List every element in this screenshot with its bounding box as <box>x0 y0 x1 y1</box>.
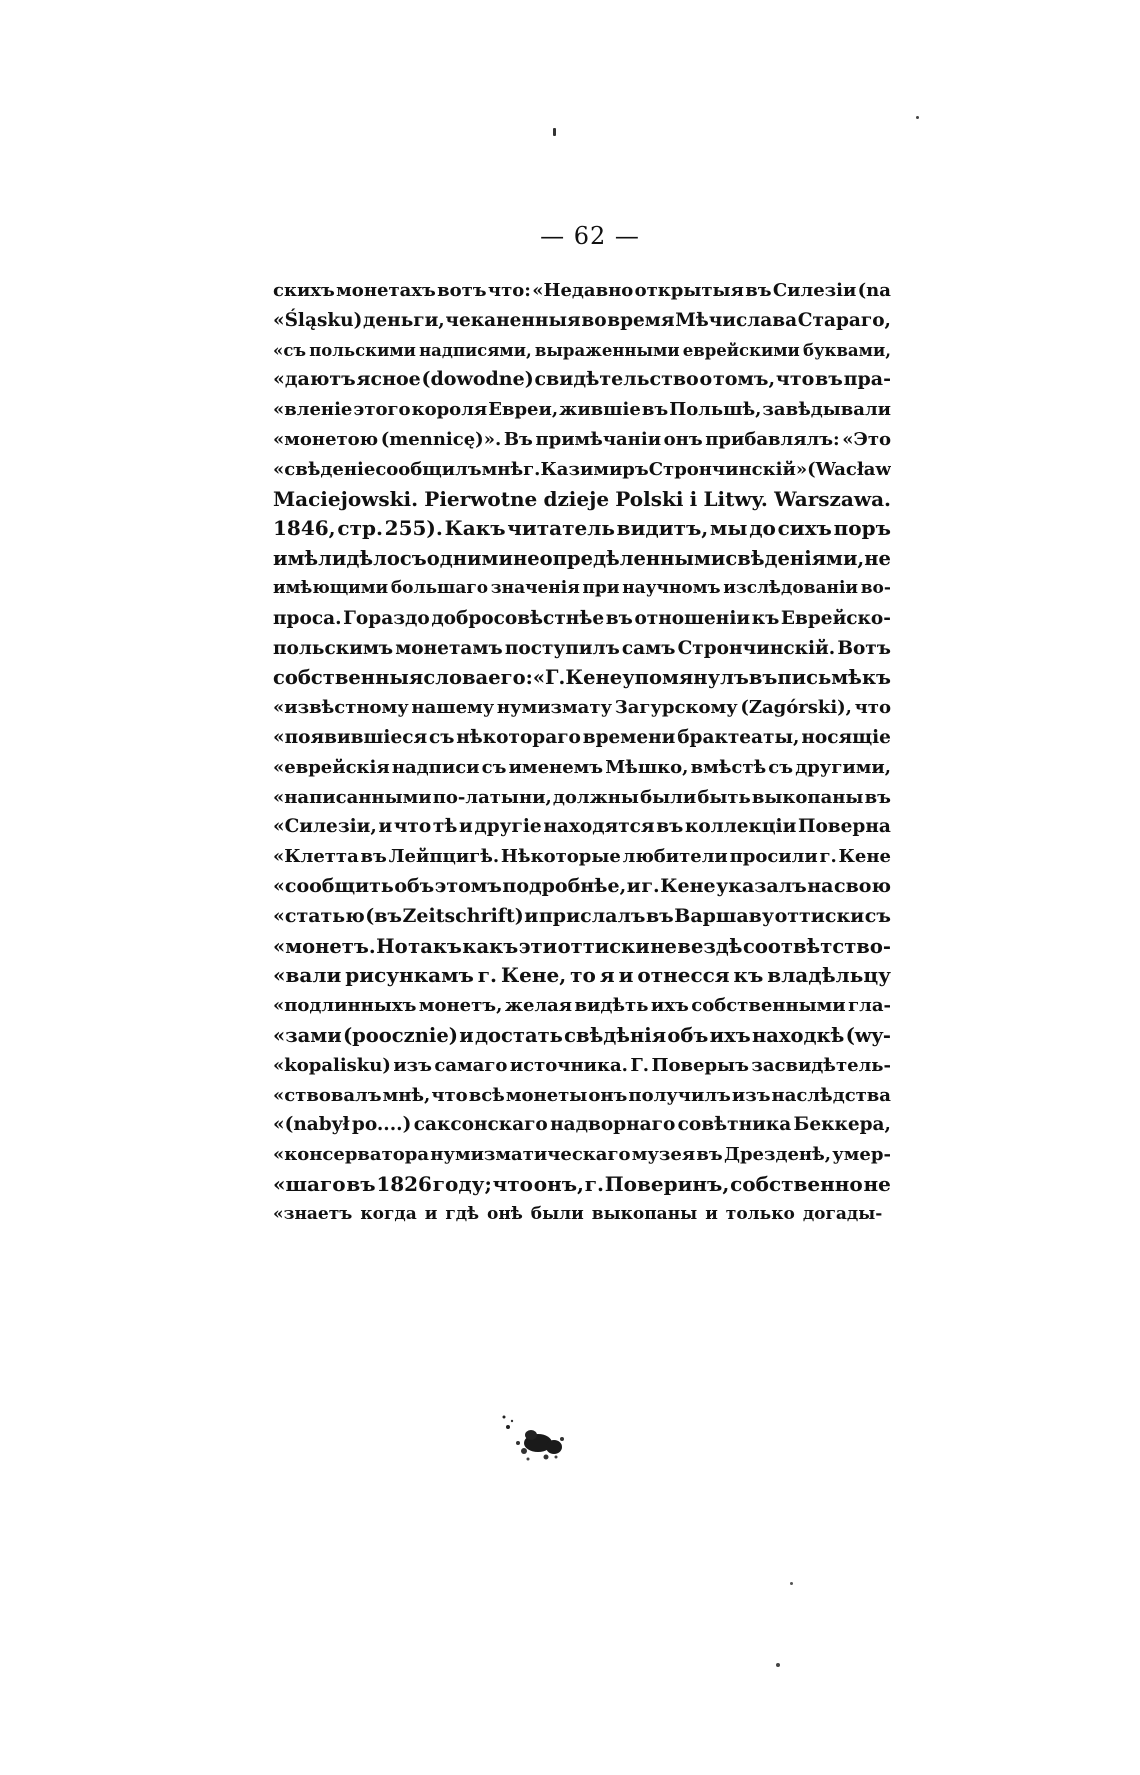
text-line: «Śląsku) деньги, чеканенныя во время Мѣчислава Стараго, <box>273 309 891 331</box>
text-line: «подлинныхъ монетъ, желая видѣть ихъ собственными гла- <box>273 995 891 1017</box>
text-line: «консерватора нумизматическаго музея въ Дрезденѣ, умер- <box>273 1144 891 1166</box>
text-line: имѣли дѣло съ одними неопредѣленными свѣденіями, не <box>273 547 891 571</box>
text-line: «даютъ ясное (dowodne) свидѣтельство о томъ, что въ пра- <box>273 368 891 391</box>
text-line: «написанными по-латыни, должны были быть выкопаны въ <box>273 786 891 808</box>
text-line: собственныя слова его: «Г. Кене упомянулъ въ письмѣ къ <box>273 666 891 690</box>
text-line: «извѣстному нашему нумизмату Загурскому (Zagórski), что <box>273 697 891 719</box>
text-line: «вали рисункамъ г. Кене, то я и отнесся къ владѣльцу <box>273 963 891 988</box>
text-line: «Силезіи, и что тѣ и другіе находятся въ коллекціи Поверна <box>273 816 891 838</box>
text-line: «сообщить объ этомъ подробнѣе, и г. Кене указалъ на свою <box>273 874 891 897</box>
text-line: скихъ монетахъ вотъ что: «Недавно открытыя въ Силезіи (na <box>273 280 891 301</box>
text-line: 1846, стр. 255). Какъ читатель видитъ, мы до сихъ поръ <box>273 516 891 541</box>
text-line: «kopalisku) изъ самаго источника. Г. Поверыъ засвидѣтель- <box>273 1054 891 1076</box>
page-number: — 62 — <box>540 222 640 250</box>
text-line: «свѣденіе сообщилъ мнѣ г. Казимиръ Стрончинскій» (Wacław <box>273 458 891 480</box>
text-line: польскимъ монетамъ поступилъ самъ Стрончинскій. Вотъ <box>273 637 891 659</box>
body-text <box>273 276 891 1230</box>
ornament-smudge <box>498 1413 608 1463</box>
text-line: проса. Гораздо добросовѣстнѣе въ отношеніи къ Еврейско- <box>273 607 891 629</box>
text-line: «съ польскими надписями, выраженными еврейскими буквами, <box>273 340 891 360</box>
text-line: «статью (въ Zeitschrift) и прислалъ въ Варшаву оттиски съ <box>273 904 891 927</box>
scan-speck-top <box>553 128 556 136</box>
text-line: «еврейскія надписи съ именемъ Мѣшко, вмѣстѣ съ другими, <box>273 756 891 778</box>
text-line: «вленіе этого короля Евреи, жившіе въ Польшѣ, завѣдывали <box>273 399 891 421</box>
text-line: «знаетъ когда и гдѣ онѣ были выкопаны и только догады- <box>273 1203 883 1224</box>
scan-speck-right-mid <box>790 1582 793 1585</box>
text-line: «монетою (mennicę)». Въ примѣчаніи онъ прибавлялъ: «Это <box>273 428 891 450</box>
scan-speck-right-bottom <box>776 1663 780 1667</box>
text-line: имѣющими большаго значенія при научномъ изслѣдованіи во- <box>273 577 891 598</box>
scan-speck-right-top <box>916 116 919 119</box>
text-line: «(nabył po....) саксонскаго надворнаго совѣтника Беккера, <box>273 1114 891 1136</box>
text-line: «шаго въ 1826 году; что онъ, г. Поверинъ, собственно не <box>273 1171 891 1196</box>
text-line: «монетъ. Но такъ какъ эти оттиски не вездѣ соотвѣтство- <box>273 934 891 958</box>
text-line: «ствовалъ мнѣ, что всѣ монеты онъ получилъ изъ наслѣдства <box>273 1084 891 1106</box>
text-line: «зами (pooczniе) и достать свѣдѣнія объ ихъ находкѣ (wy- <box>273 1023 891 1047</box>
text-line: Maciejowski. Pierwotne dzieje Polski i Litwy. Warszawa. <box>273 486 891 511</box>
text-line: «появившіеся съ нѣкотораго времени брактеаты, носящіе <box>273 726 891 748</box>
text-line: «Клетта въ Лейпцигѣ. Нѣкоторые любители просили г. Кене <box>273 846 891 868</box>
